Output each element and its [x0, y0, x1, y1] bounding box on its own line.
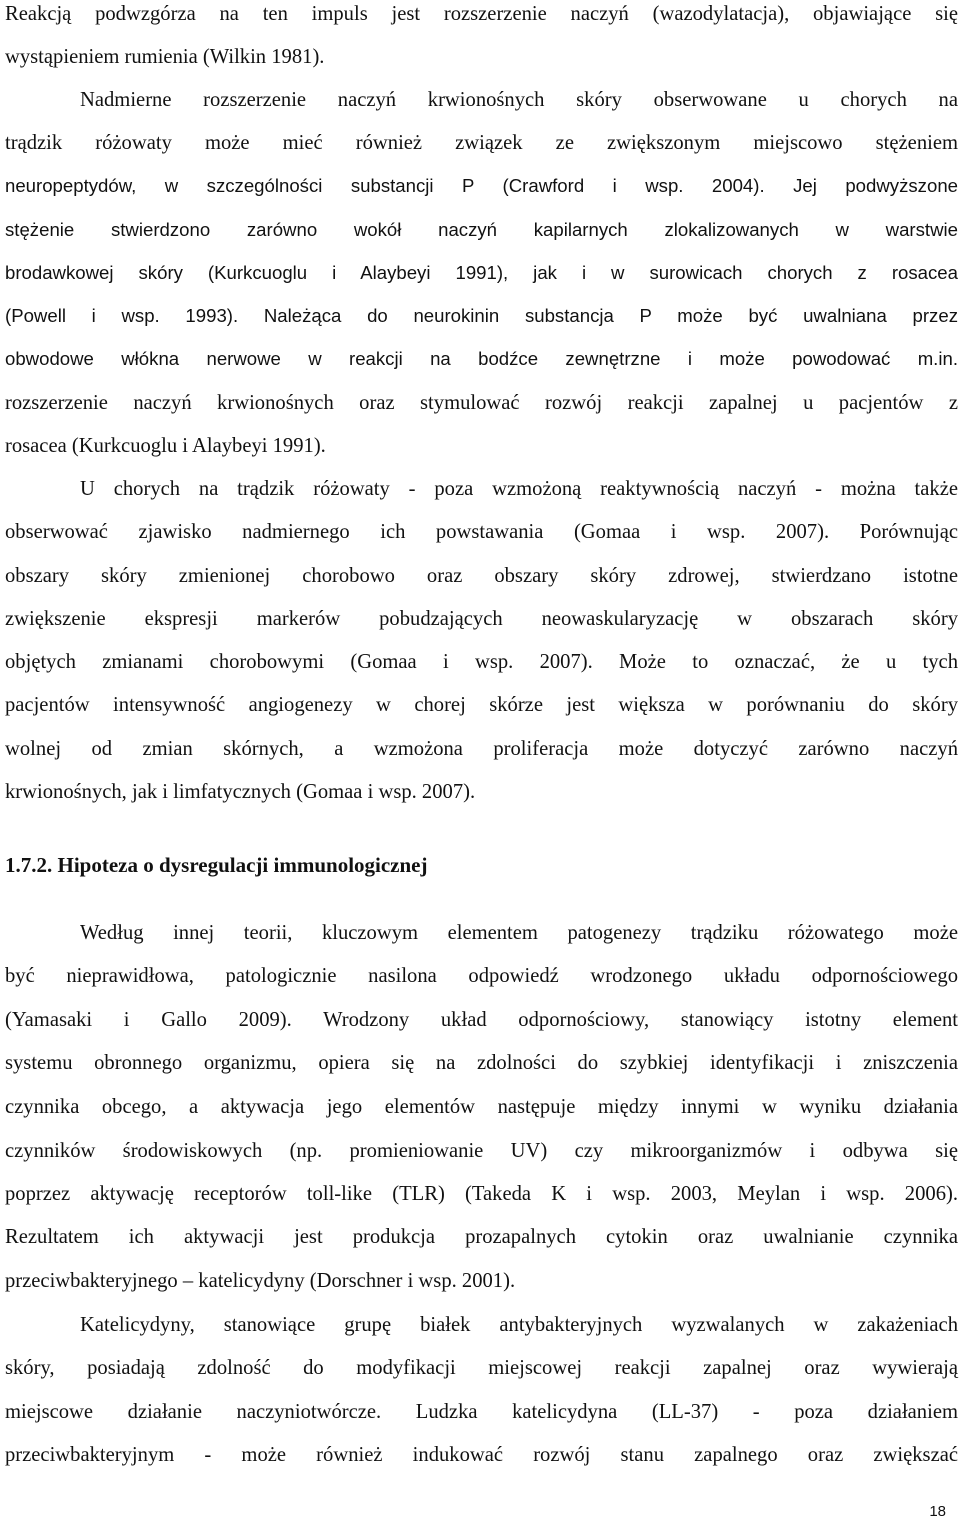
text-segment: brodawkowej skóry (Kurkcuoglu i Alaybeyi 1991), jak i w surowicach chorych z rosacea — [5, 262, 958, 283]
text-line — [5, 1223, 958, 1251]
text-line — [5, 259, 958, 287]
text-segment: obserwować zjawisko nadmiernego ich powstawania (Gomaa i wsp. 2007). Porównując — [5, 521, 958, 543]
text-line — [5, 605, 958, 633]
text-segment: Reakcją podwzgórza na ten impuls jest rozszerzenie naczyń (wazodylatacja), objawiające się — [5, 3, 958, 25]
text-segment: Według innej teorii, kluczowym elementem patogenezy trądziku różowatego może — [80, 922, 958, 944]
text-segment: pacjentów intensywność angiogenezy w chorej skórze jest większa w porównaniu do skóry — [5, 694, 958, 716]
text-segment: czynnika obcego, a aktywacja jego elementów następuje między innymi w wyniku działania — [5, 1096, 958, 1118]
text-line — [5, 129, 958, 157]
text-line — [5, 962, 958, 990]
text-segment: wolnej od zmian skórnych, a wzmożona proliferacja może dotyczyć zarówno naczyń — [5, 738, 958, 760]
text-line — [5, 172, 958, 200]
text-segment: Jej podwyższone — [764, 175, 958, 196]
text-segment: systemu obronnego organizmu, opiera się na zdolności do szybkiej identyfikacji i zniszczenia — [5, 1052, 958, 1074]
section-heading: 1.7.2. Hipoteza o dysregulacji immunologicznej — [5, 853, 428, 877]
text-segment: rosacea (Kurkcuoglu i Alaybeyi 1991). — [5, 435, 326, 457]
text-line — [5, 216, 958, 244]
text-segment: rozszerzenie naczyń krwionośnych oraz stymulować rozwój reakcji zapalnej u pacjentów z — [5, 392, 958, 414]
text-line — [5, 1398, 958, 1426]
text-segment: stężenie stwierdzono zarówno wokół naczyń kapilarnych zlokalizowanych w warstwie — [5, 219, 958, 240]
text-segment: (Yamasaki i Gallo 2009). Wrodzony układ odpornościowy, stanowiący istotny element — [5, 1009, 958, 1031]
text-segment: obwodowe włókna nerwowe w reakcji na bodźce zewnętrzne i może powodować m.in. — [5, 348, 958, 369]
text-line — [5, 432, 958, 460]
text-line — [5, 389, 958, 417]
text-line — [5, 735, 958, 763]
text-segment: Rezultatem ich aktywacji jest produkcja prozapalnych cytokin oraz uwalnianie czynnika — [5, 1226, 958, 1248]
text-line — [5, 302, 958, 330]
text-line — [5, 648, 958, 676]
text-segment: Należąca do neurokinin substancja P może być uwalniana przez — [238, 305, 958, 326]
text-segment: wystąpieniem rumienia (Wilkin 1981). — [5, 46, 325, 68]
text-segment: obszary skóry zmienionej chorobowo oraz obszary skóry zdrowej, stwierdzano istotne — [5, 565, 958, 587]
text-line — [5, 1006, 958, 1034]
text-line — [5, 345, 958, 373]
text-line — [80, 86, 958, 114]
text-line — [5, 1049, 958, 1077]
text-segment: Katelicydyny, stanowiące grupę białek antybakteryjnych wyzwalanych w zakażeniach — [80, 1314, 958, 1336]
text-line — [5, 1180, 958, 1208]
text-segment: czynników środowiskowych (np. promieniowanie UV) czy mikroorganizmów i odbywa się — [5, 1140, 958, 1162]
text-line — [5, 43, 958, 71]
text-line — [5, 778, 958, 806]
text-line — [80, 919, 958, 947]
text-segment: skóry, posiadają zdolność do modyfikacji miejscowej reakcji zapalnej oraz wywierają — [5, 1357, 958, 1379]
text-line — [5, 562, 958, 590]
text-segment: poprzez aktywację receptorów toll-like (TLR) (Takeda K i wsp. 2003, Meylan i wsp. 2006). — [5, 1183, 958, 1205]
text-segment: objętych zmianami chorobowymi (Gomaa i wsp. 2007). Może to oznaczać, że u tych — [5, 651, 958, 673]
text-segment: neuropeptydów, w szczególności substancji P (Crawford i wsp. 2004). — [5, 175, 765, 196]
text-segment: zwiększenie ekspresji markerów pobudzających neowaskularyzację w obszarach skóry — [5, 608, 958, 630]
text-segment: być nieprawidłowa, patologicznie nasilona odpowiedź wrodzonego układu odpornościowego — [5, 965, 958, 987]
text-line — [5, 1441, 958, 1469]
text-segment: (Powell i wsp. 1993). — [5, 305, 239, 326]
text-line — [5, 1137, 958, 1165]
text-line — [5, 1354, 958, 1382]
text-segment: przeciwbakteryjnym - może również indukować rozwój stanu zapalnego oraz zwiększać — [5, 1444, 958, 1466]
text-segment: trądzik różowaty może mieć również związek ze zwiększonym miejscowo stężeniem — [5, 132, 958, 154]
text-segment: Nadmierne rozszerzenie naczyń krwionośnych skóry obserwowane u chorych na — [80, 89, 958, 111]
text-segment: krwionośnych, jak i limfatycznych (Gomaa i wsp. 2007). — [5, 781, 476, 803]
page-number: 18 — [929, 1503, 946, 1520]
text-segment: przeciwbakteryjnego – katelicydyny (Dorschner i wsp. 2001). — [5, 1270, 516, 1292]
text-segment: miejscowe działanie naczyniotwórcze. Ludzka katelicydyna (LL-37) - poza działaniem — [5, 1401, 958, 1423]
text-line — [5, 0, 958, 28]
text-line — [80, 475, 958, 503]
text-line — [5, 1267, 958, 1295]
text-line — [5, 1093, 958, 1121]
text-line — [5, 691, 958, 719]
text-line — [80, 1311, 958, 1339]
text-line — [5, 518, 958, 546]
text-segment: U chorych na trądzik różowaty - poza wzmożoną reaktywnością naczyń - można także — [80, 478, 958, 500]
